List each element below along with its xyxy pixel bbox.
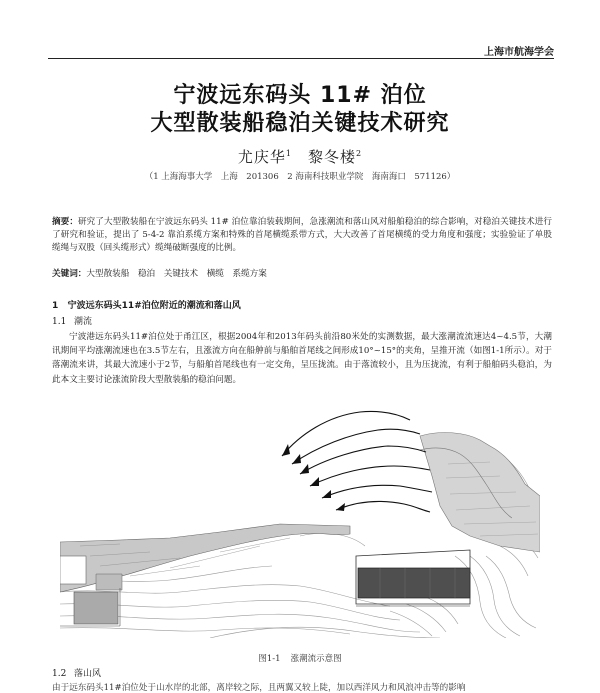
journal-name: 上海市航海学会 (484, 47, 554, 58)
header-rule (48, 58, 554, 59)
harbor-slip (60, 556, 86, 584)
figure-caption (0, 652, 600, 664)
figure-number: 图1-1 (258, 654, 281, 664)
keywords-label: 关键词： (52, 269, 87, 279)
section-heading (52, 298, 241, 311)
body-paragraph: 宁波港远东码头11#泊位处于甬江区，根据2004年和2013年码头前沿80米处的实测数据，最大涨潮流流速达4~4.5节，大潮讯期间平均涨潮流速也在3.5节左右，且涨流方向在船舯前与船舶首尾线之间形成10°~15°的夹角，呈推开流（如图1-1所示）。对于落潮流来讲，其最大流速小于2节，与船舶首尾线也有一定交角，呈压拢流。由于落流较小，且为压拢流，有利于船舶码头稳泊，为此本文主要讨论涨流阶段大型散装船的稳泊问题。 (52, 332, 552, 385)
author-name: 黎冬楼 (308, 148, 357, 166)
subsection-title: 潮流 (74, 317, 93, 327)
author-list (0, 146, 600, 167)
subsection-heading (52, 666, 101, 679)
abstract-text: 研究了大型散装船在宁波远东码头 11# 泊位靠泊装载期间，急涨潮流和落山风对船舶稳泊的综合影响，对稳泊关键技术进行了研究和验证，提出了 5-4-2 靠泊系缆方案和特殊的首尾横缆系带方式，大大改善了首尾横缆的受力角度和强度；实验验证了单股缆绳与双股（回头缆形式）缆绳破断强度的比例。 (52, 217, 552, 254)
abstract (52, 216, 552, 256)
subsection-heading (52, 314, 92, 327)
affiliation: （1 上海海事大学 上海 201306 2 海南科技职业学院 海南海口 571126） (144, 172, 456, 182)
abstract-label: 摘要： (52, 217, 78, 227)
section-title: 宁波远东码头11#泊位附近的潮流和落山风 (67, 301, 241, 311)
figure-caption-text: 涨潮流示意图 (290, 654, 342, 664)
body-paragraph-continued: 由于远东码头11#泊位处于山水岸的北部，离岸较之际，且两翼又较上陡，加以西洋风力和风浪冲击等的影响 (52, 683, 466, 693)
wharf-building (74, 592, 118, 624)
section-number: 1 (52, 301, 59, 311)
subsection-number: 1.1 (52, 317, 67, 327)
berth-11-vessel (358, 568, 470, 598)
keywords (52, 268, 552, 281)
author-affil-mark: 2 (356, 149, 363, 158)
subsection-title: 落山风 (74, 669, 102, 679)
wharf-block (96, 574, 122, 590)
keywords-text: 大型散装船 稳泊 关键技术 横缆 系缆方案 (86, 269, 267, 279)
paper-title-line2: 大型散装船稳泊关键技术研究 (150, 111, 450, 136)
author-name: 尤庆华 (237, 148, 286, 166)
tidal-flow-figure (60, 406, 540, 638)
author-affil-mark: 1 (285, 149, 292, 158)
subsection-number: 1.2 (52, 669, 67, 679)
paper-title-line1: 宁波远东码头 11# 泊位 (173, 83, 427, 108)
